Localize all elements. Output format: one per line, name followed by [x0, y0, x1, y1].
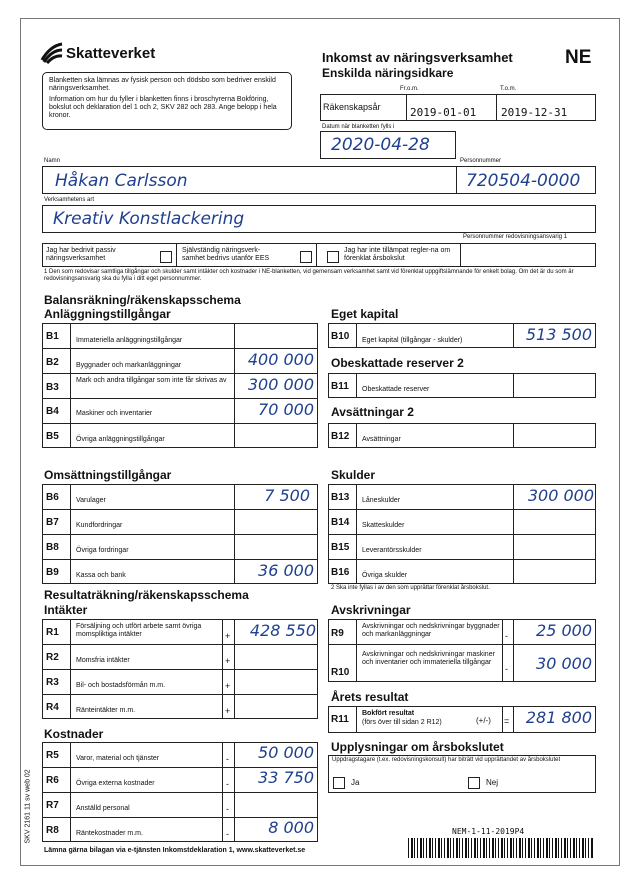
r10-sign: - [505, 664, 508, 674]
b2-label: Byggnader och markanläggningar [76, 362, 182, 369]
r3-label: Bil- och bostadsförmån m.m. [76, 682, 166, 689]
business-label: Verksamhetens art [44, 197, 95, 203]
b3-value[interactable]: 300 000 [247, 375, 314, 394]
b6-value[interactable]: 7 500 [264, 486, 310, 505]
allocations-heading: Avsättningar 2 [331, 405, 414, 419]
r5-value[interactable]: 50 000 [258, 743, 314, 762]
business-value: Kreativ Konstlackering [53, 209, 245, 229]
checkbox-ees[interactable] [300, 251, 312, 263]
footer-text: Lämna gärna bilagan via e-tjänsten Inkomstdeklaration 1, www.skatteverket.se [44, 847, 306, 854]
b13-value[interactable]: 300 000 [527, 486, 594, 505]
r1-label: Försäljning och utfört arbete samt övriga momspliktiga intäkter [76, 623, 202, 638]
b12-code: B12 [331, 431, 350, 442]
b4-label: Maskiner och inventarier [76, 410, 153, 417]
depr-heading: Avskrivningar [331, 603, 411, 617]
b14-label: Skatteskulder [362, 522, 405, 529]
r10-label: Avskrivningar och nedskrivningar maskiner och inventarier och immateriella tillgångar [362, 651, 495, 666]
period-to-value[interactable]: 2019-12-31 [501, 106, 568, 119]
period-from-value[interactable]: 2019-01-01 [410, 106, 477, 119]
info-text-2: Information om hur du fyller i blanketten finns i broschyrerna Bokföring, bokslut och deklaration del 1 och 2, SKV 282 och 283. Ange belopp i hela kronor. [49, 96, 277, 119]
b11-label: Obeskattade reserver [362, 386, 430, 393]
annual-yes-label: Ja [351, 778, 360, 787]
period-from-label: Fr.o.m. [400, 86, 419, 92]
r10-code: R10 [331, 667, 350, 678]
b10-label: Eget kapital (tillgångar - skulder) [362, 337, 463, 344]
income-heading: Resultaträkning/räkenskapsschema [44, 588, 249, 602]
r7-label: Anställd personal [76, 805, 130, 812]
name-label: Namn [44, 158, 61, 164]
footnote-2: 2 Ska inte fyllas i av den som upprättar förenklat årsbokslut. [331, 585, 490, 591]
checkbox-passive[interactable] [160, 251, 172, 263]
footnote-1: 1 Den som redovisar samtliga tillgångar och skulder samt intäkter och kostnader i NE-blanketten, vid gemensam verksamhet samt vid förenklat uppgiftslämnande för enkelt bolag. Om det är du som är redovisningsansvarig ska du fylla i ditt eget personnummer. [44, 269, 574, 282]
checkbox-passive-label: Jag har bedrivit passiv näringsverksamhet [46, 247, 116, 262]
r8-code: R8 [46, 825, 59, 836]
b9-code: B9 [46, 567, 59, 578]
b6-code: B6 [46, 492, 59, 503]
b4-code: B4 [46, 406, 59, 417]
b3-label: Mark och andra tillgångar som inte får skrivas av [76, 377, 227, 384]
form-subtitle: Enskilda näringsidkare [322, 66, 454, 80]
b16-code: B16 [331, 567, 350, 578]
r9-sign: - [505, 631, 508, 641]
r10-value[interactable]: 30 000 [536, 654, 592, 673]
balance-heading: Balansräkning/räkenskapsschema [44, 293, 241, 307]
r8-sign: - [226, 829, 229, 839]
current-heading: Omsättningstillgångar [44, 468, 172, 482]
r9-code: R9 [331, 628, 344, 639]
form-title: Inkomst av näringsverksamhet [322, 50, 513, 65]
b16-label: Övriga skulder [362, 572, 408, 579]
info-box [42, 72, 292, 130]
b13-label: Låneskulder [362, 497, 401, 504]
pnr-value: 720504-0000 [466, 171, 581, 191]
assets-heading: Anläggningstillgångar [44, 307, 171, 321]
b3-code: B3 [46, 382, 59, 393]
r9-value[interactable]: 25 000 [536, 621, 592, 640]
pnr-label: Personnummer [460, 158, 502, 164]
r7-sign: - [226, 804, 229, 814]
b8-label: Övriga fordringar [76, 547, 129, 554]
b6-label: Varulager [76, 497, 106, 504]
r6-label: Övriga externa kostnader [76, 780, 155, 787]
b5-label: Övriga anläggningstillgångar [76, 436, 165, 443]
checkbox-simplified[interactable] [327, 251, 339, 263]
skatteverket-logo-icon [40, 42, 64, 64]
b7-code: B7 [46, 517, 59, 528]
period-label: Räkenskapsår [323, 102, 381, 112]
equity-heading: Eget kapital [331, 307, 399, 321]
r1-value[interactable]: 428 550 [249, 621, 316, 640]
b5-code: B5 [46, 431, 59, 442]
untaxed-heading: Obeskattade reserver 2 [331, 356, 464, 370]
annual-text: Uppdragstagare (t.ex. redovisningskonsult) har biträtt vid upprättandet av årsbokslutet [332, 757, 561, 763]
annual-no-label: Nej [486, 778, 499, 787]
r7-code: R7 [46, 800, 59, 811]
r8-label: Räntekostnader m.m. [76, 830, 143, 837]
costs-heading: Kostnader [44, 727, 104, 741]
r3-sign: + [225, 681, 231, 691]
name-value: Håkan Carlsson [55, 171, 188, 191]
b2-value[interactable]: 400 000 [247, 350, 314, 369]
b13-code: B13 [331, 492, 350, 503]
r1-code: R1 [46, 627, 59, 638]
r5-label: Varor, material och tjänster [76, 755, 160, 762]
side-text: SKV 2161 11 sv web 02 [24, 769, 32, 844]
reg-pnr-label: Personnummer redovisningsansvarig 1 [463, 234, 568, 240]
r11-code: R11 [331, 714, 349, 725]
annual-yes-checkbox[interactable] [333, 777, 345, 789]
r2-code: R2 [46, 652, 59, 663]
r5-code: R5 [46, 750, 59, 761]
b14-code: B14 [331, 517, 350, 528]
r11-eq: = [504, 716, 510, 726]
annual-heading: Upplysningar om årsbokslutet [331, 740, 504, 754]
annual-no-checkbox[interactable] [468, 777, 480, 789]
r11-label: Bokfört resultat [362, 710, 415, 717]
b10-code: B10 [331, 331, 350, 342]
filled-date-value: 2020-04-28 [331, 135, 430, 155]
r11-sign: (+/-) [476, 716, 491, 725]
r8-value[interactable]: 8 000 [268, 818, 314, 837]
r9-label: Avskrivningar och nedskrivningar byggnader och markanläggningar [362, 623, 500, 638]
b7-label: Kundfordringar [76, 522, 123, 529]
b1-label: Immateriella anläggningstillgångar [76, 337, 183, 344]
r5-sign: - [226, 754, 229, 764]
info-text-1: Blanketten ska lämnas av fysisk person och dödsbo som bedriver enskild näringsverksamhet. [49, 77, 276, 92]
logo-text: Skatteverket [66, 45, 156, 62]
r11-value[interactable]: 281 800 [525, 708, 592, 727]
r6-code: R6 [46, 775, 59, 786]
r2-sign: + [225, 656, 231, 666]
r6-value[interactable]: 33 750 [258, 768, 314, 787]
checkbox-ees-label: Självständig näringsverk-samhet bedrivs utanför EES [182, 247, 270, 262]
b9-label: Kassa och bank [76, 572, 126, 579]
liabilities-heading: Skulder [331, 468, 376, 482]
b10-value[interactable]: 513 500 [525, 325, 592, 344]
filled-date-label: Datum när blanketten fylls i [322, 124, 395, 130]
result-heading: Årets resultat [331, 690, 409, 704]
b2-code: B2 [46, 357, 59, 368]
barcode-icon [408, 838, 594, 858]
b4-value[interactable]: 70 000 [258, 400, 314, 419]
revenue-heading: Intäkter [44, 603, 88, 617]
b8-code: B8 [46, 542, 59, 553]
form-code: NE [565, 47, 592, 68]
b9-value[interactable]: 36 000 [258, 561, 314, 580]
r4-sign: + [225, 706, 231, 716]
b15-label: Leverantörsskulder [362, 547, 422, 554]
r2-label: Momsfria intäkter [76, 657, 130, 664]
r1-sign: + [225, 631, 231, 641]
r11-sublabel: (förs över till sidan 2 R12) [362, 719, 442, 726]
r4-label: Ränteintäkter m.m. [76, 707, 136, 714]
checkbox-simplified-label: Jag har inte tillämpat regler-na om förenklat årsbokslut [344, 247, 451, 262]
r3-code: R3 [46, 677, 59, 688]
barcode-text: NEM-1-11-2019P4 [452, 827, 525, 836]
r6-sign: - [226, 779, 229, 789]
period-to-label: T.o.m. [500, 86, 517, 92]
b11-code: B11 [331, 381, 349, 392]
b12-label: Avsättningar [362, 436, 401, 443]
b1-code: B1 [46, 331, 59, 342]
r4-code: R4 [46, 702, 59, 713]
b15-code: B15 [331, 542, 350, 553]
